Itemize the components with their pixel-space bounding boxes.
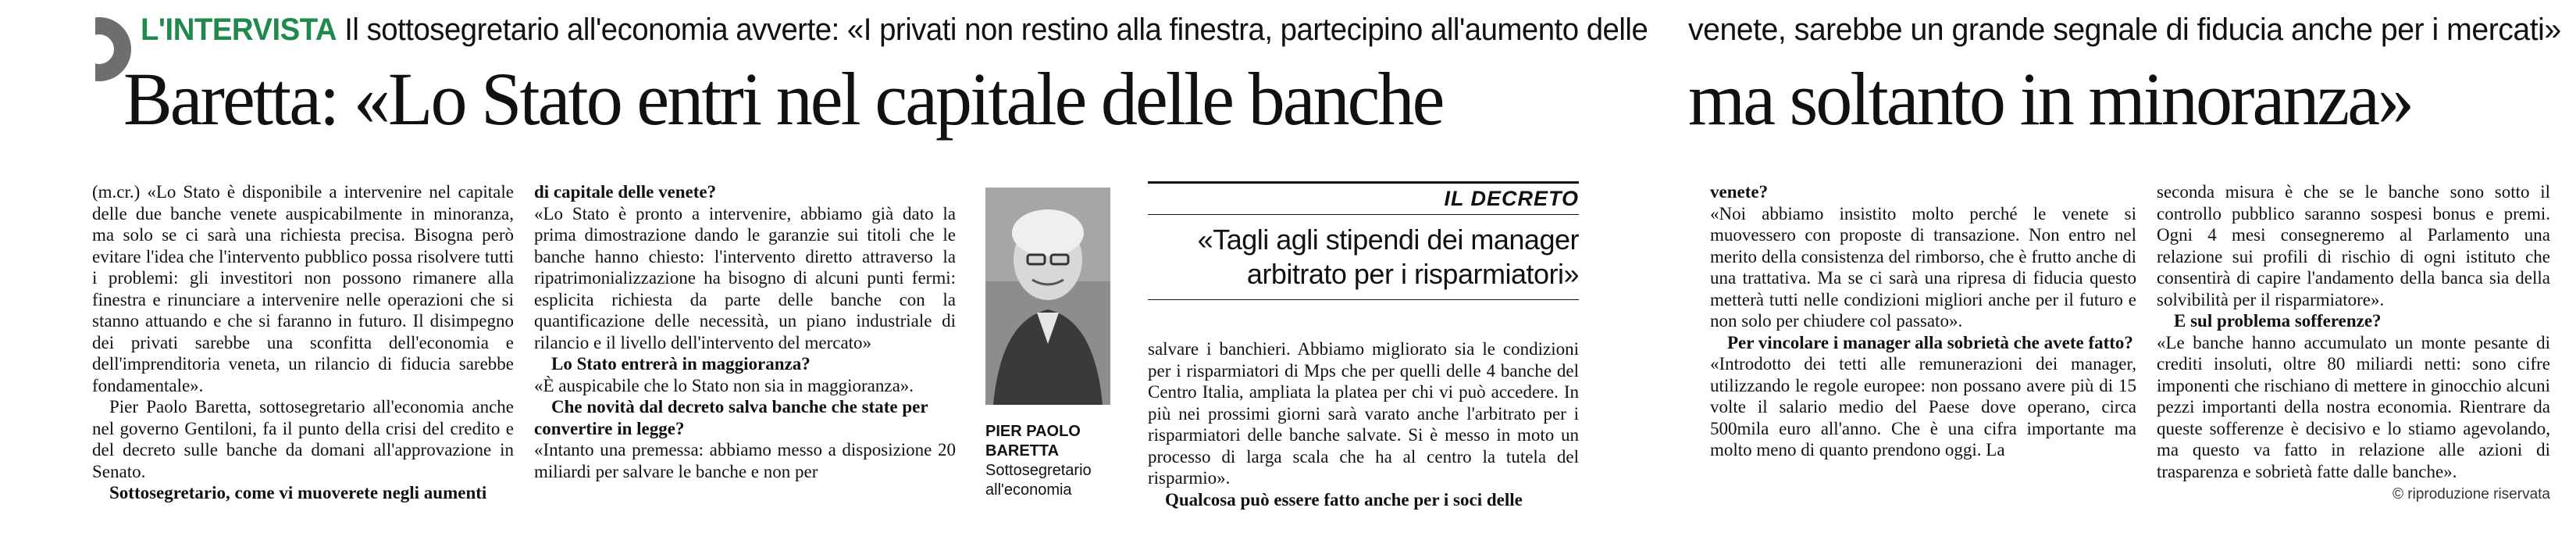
paragraph: «Introdotto dei tetti alle remunerazioni dei manager, utilizzando le regole europee: non possano avere più di 15 volte il salario medio del Paese dove operano, circa 500mila euro all'anno. Che è una cifra importante ma molto meno di quanto prendono oggi. La: [1710, 354, 2136, 460]
headline-left: Baretta: «Lo Stato entri nel capitale delle banche: [123, 57, 1443, 141]
paragraph: «Le banche hanno accumulato un monte pesante di crediti insoluti, oltre 80 miliardi netti: sono cifre imponenti che rischiano di mettere in ginocchio alcuni pezzi importanti della nostra economia. Rientrare da queste sofferenze è decisivo e lo stiamo agevolando, ma questo va fatto in relazione alle azioni di trasparenza e sobrietà fatte dalle banche».: [2157, 332, 2550, 481]
article-column-3: [1148, 338, 1579, 510]
headline-right: ma soltanto in minoranza»: [1688, 57, 2413, 141]
portrait-photo: [985, 188, 1110, 405]
section-tag: L'INTERVISTA: [141, 13, 337, 47]
caption-name-line-1: PIER PAOLO: [985, 423, 1081, 440]
caption-name-line-2: BARETTA: [985, 442, 1060, 460]
paragraph: salvare i banchieri. Abbiamo migliorato sia le condizioni per i risparmiatori di Mps che per quelli delle 4 banche del Centro Italia, ampliata la platea per chi vi può accedere. In più nei prossimi giorni sarà varato anche l'arbitrato per i risparmiatori delle banche salvate. Si è messo in moto un processo di larga scala che ha al centro la tutela del risparmio».: [1148, 339, 1579, 488]
paragraph: Pier Paolo Baretta, sottosegretario all'economia anche nel governo Gentiloni, fa il punto della crisi del credito e del decreto sulle banche da domani all'approvazione in Senato.: [92, 397, 514, 481]
interview-question: Per vincolare i manager alla sobrietà che avete fatto?: [1727, 332, 2133, 352]
decreto-title-line-1: «Tagli agli stipendi dei manager: [1197, 224, 1579, 256]
kicker-left: [141, 11, 1648, 48]
article-column-4: [1710, 181, 2136, 461]
paragraph: «È auspicabile che lo Stato non sia in maggioranza».: [534, 375, 914, 395]
paragraph: seconda misura è che se le banche sono sotto il controllo pubblico saranno sospesi bonus e premi. Ogni 4 mesi consegneremo al Parlamento una relazione sui profili di rischio di ogni istituto che consentirà di capire l'andamento della banca sia della solvibilità per il risparmiatore».: [2157, 182, 2550, 309]
article-column-1: [92, 181, 514, 504]
kicker-right-text: venete, sarebbe un grande segnale di fiducia anche per i mercati»: [1688, 13, 2561, 47]
decreto-bottom-divider: [1148, 299, 1579, 300]
interview-question: Sottosegretario, come vi muoverete negli aumenti: [109, 483, 487, 502]
interview-question: venete?: [1710, 182, 1769, 202]
interview-question: Lo Stato entrerà in maggioranza?: [551, 354, 811, 374]
logo-mark-cutout: [67, 16, 95, 83]
decreto-label: IL DECRETO: [1444, 187, 1579, 210]
caption-role-line-2: all'economia: [985, 481, 1072, 499]
photo-caption: [985, 422, 1126, 500]
interview-question: di capitale delle venete?: [534, 182, 717, 202]
paragraph: «Intanto una premessa: abbiamo messo a disposizione 20 miliardi per salvare le banche e non per: [534, 440, 956, 481]
caption-role-line-1: Sottosegretario: [985, 462, 1092, 479]
article-column-5: [2157, 181, 2550, 506]
interview-question: E sul problema sofferenze?: [2174, 311, 2382, 331]
decreto-title-line-2: arbitrato per i risparmiatori»: [1246, 258, 1579, 290]
paragraph: «Noi abbiamo insistito molto perché le venete si muovessero con proposte di transazione. Non entro nel merito della consistenza del rimborso, che è frutto anche di una trattativa. Ma se ci sarà una ripresa di fiducia questo metterà tutti nelle condizioni migliori anche per il futuro e non solo per chiudere col passato».: [1710, 203, 2136, 331]
interview-question: Qualcosa può essere fatto anche per i soci delle: [1165, 489, 1523, 510]
decreto-box: [1148, 181, 1579, 300]
portrait-illustration: [985, 188, 1110, 405]
kicker-right: [1688, 11, 2561, 48]
paragraph: «Lo Stato è pronto a intervenire, abbiamo già dato la prima dimostrazione dando le garanzie sui titoli che le banche hanno chiesto: l'intervento diretto attraverso la ripatrimonializzazione ha bisogno di alcuni punti fermi: esplicita richiesta da parte delle banche con la quantificazione delle necessità, un piano industriale di rilancio e il livello dell'intervento del mercato»: [534, 203, 956, 352]
decreto-divider: [1148, 214, 1579, 215]
interview-question: Che novità dal decreto salva banche che state per convertire in legge?: [534, 397, 928, 438]
kicker-left-text: Il sottosegretario all'economia avverte: «I privati non restino alla finestra, partecipino all'aumento delle: [344, 13, 1648, 47]
article-column-2: [534, 181, 956, 482]
copyright-credit: © riproduzione riservata: [2393, 486, 2550, 502]
paragraph: (m.cr.) «Lo Stato è disponibile a intervenire nel capitale delle due banche venete auspicabilmente in minoranza, ma solo se ci sarà una richiesta precisa. Bisogna però evitare l'idea che l'intervento pubblico possa risolvere tutti i problemi: gli investitori non possono rimanere alla finestra e rinunciare a intervenire nelle operazioni che si stanno attuando e che si faranno in futuro. Il disimpegno dei privati sarebbe una sconfitta dell'economia e dell'imprenditoria veneta, un rilancio di fiducia sarebbe fondamentale».: [92, 182, 514, 395]
